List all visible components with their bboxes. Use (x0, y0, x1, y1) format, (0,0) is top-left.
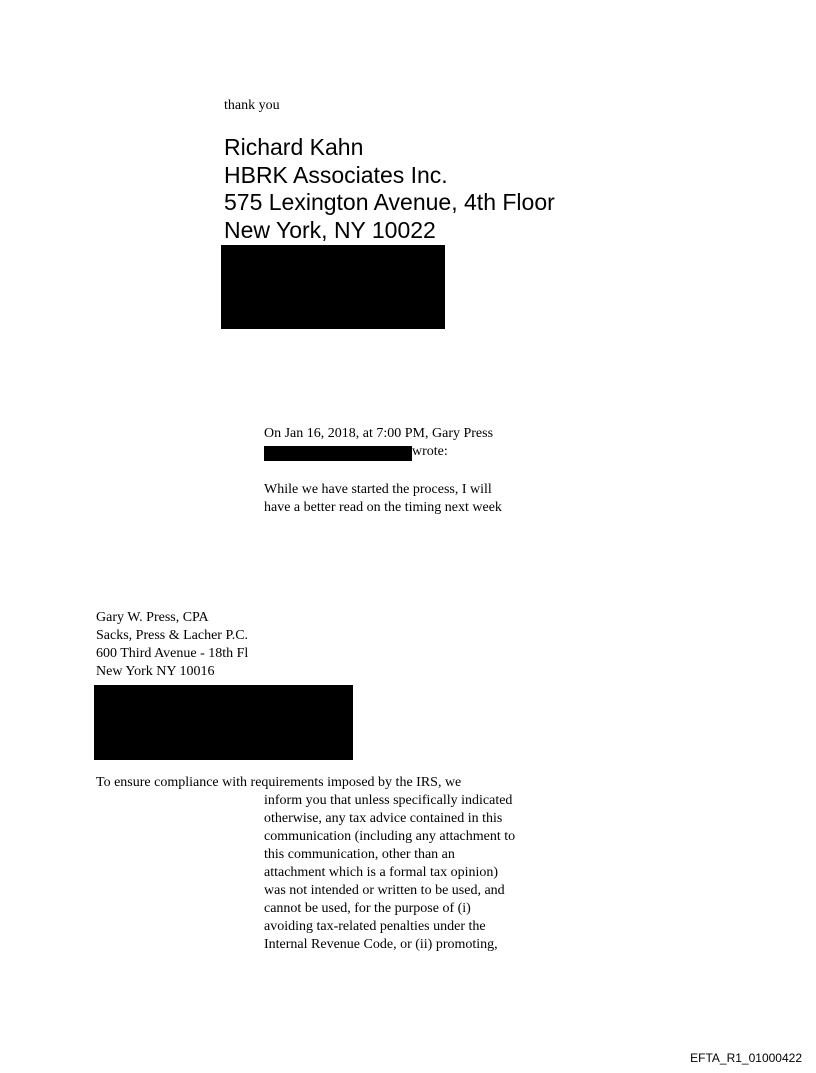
irs-notice-line: was not intended or written to be used, and (264, 883, 505, 898)
sender-signature-line: New York NY 10016 (96, 664, 215, 679)
quote-body-line: have a better read on the timing next week (264, 500, 502, 515)
irs-notice-line: cannot be used, for the purpose of (i) (264, 901, 471, 916)
quote-wrote-text: wrote: (412, 444, 448, 459)
irs-notice-line: attachment which is a formal tax opinion) (264, 865, 499, 880)
redaction-email (264, 446, 412, 461)
reply-text: thank you (224, 98, 280, 113)
quote-header-line: On Jan 16, 2018, at 7:00 PM, Gary Press (264, 426, 494, 441)
sender-signature-line: Gary W. Press, CPA (96, 610, 209, 625)
sender-signature-line: Sacks, Press & Lacher P.C. (96, 628, 249, 643)
sender-signature (96, 609, 248, 681)
quote-header (264, 425, 493, 461)
irs-notice-body (264, 792, 515, 954)
signature-company: HBRK Associates Inc. (224, 161, 448, 188)
irs-notice-line: communication (including any attachment to (264, 829, 516, 844)
irs-notice-line: otherwise, any tax advice contained in this (264, 811, 503, 826)
signature-block (224, 134, 555, 244)
irs-notice-line: avoiding tax-related penalties under the (264, 919, 486, 934)
signature-city: New York, NY 10022 (224, 216, 436, 243)
irs-notice-first-line: To ensure compliance with requirements imposed by the IRS, we (96, 775, 462, 790)
document-id: EFTA_R1_01000422 (690, 1051, 802, 1065)
quote-body-line: While we have started the process, I will (264, 482, 492, 497)
irs-notice-line: inform you that unless specifically indicated (264, 793, 513, 808)
irs-notice-line: Internal Revenue Code, or (ii) promoting, (264, 937, 498, 952)
irs-notice-line: this communication, other than an (264, 847, 455, 862)
signature-address: 575 Lexington Avenue, 4th Floor (224, 189, 555, 215)
quote-header-email-line (264, 443, 493, 461)
quote-body (264, 481, 502, 517)
redaction-block (221, 245, 445, 329)
signature-name: Richard Kahn (224, 134, 364, 160)
sender-signature-line: 600 Third Avenue - 18th Fl (96, 646, 249, 661)
redaction-block (94, 685, 353, 760)
